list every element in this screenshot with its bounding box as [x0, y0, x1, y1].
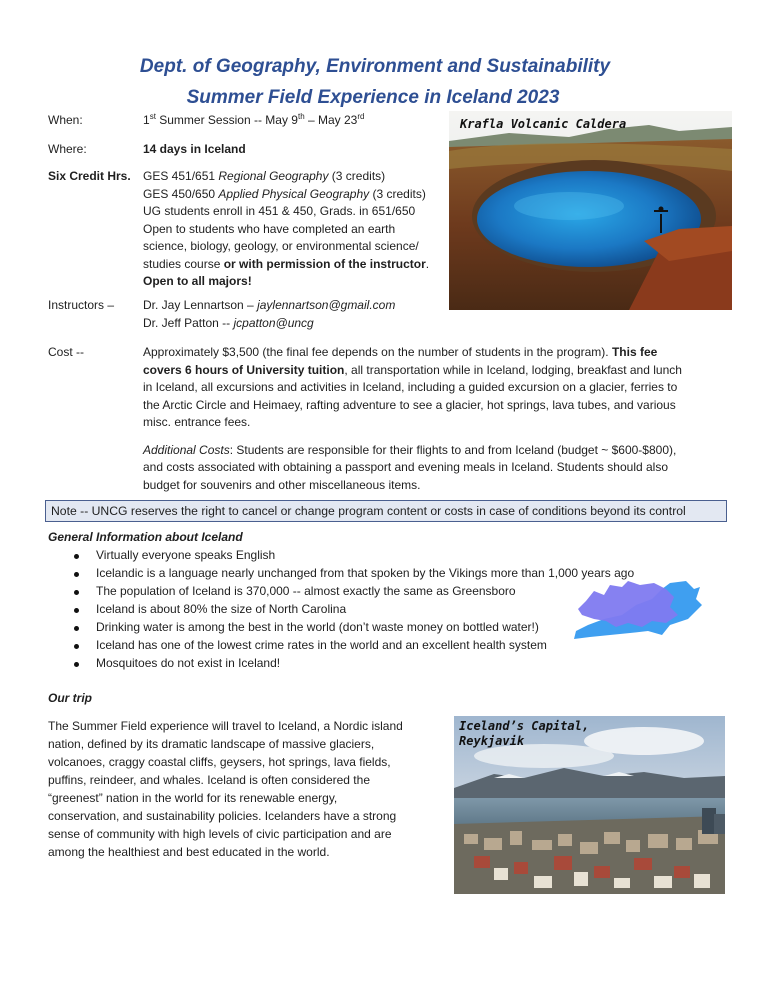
list-item: The population of Iceland is 370,000 -- almost exactly the same as Greensboro [72, 583, 712, 601]
trip-line: “greenest” nation in the world for its renewable energy, [48, 791, 338, 805]
cancellation-note: Note -- UNCG reserves the right to cancel or change program content or costs in case of conditions beyond its control [45, 500, 727, 522]
prereq-line-1: Open to students who have completed an earth [143, 221, 396, 236]
our-trip-heading: Our trip [48, 691, 92, 705]
when-value: 1st Summer Session -- May 9th – May 23rd [143, 112, 365, 127]
cost-line-2: covers 6 hours of University tuition, all transportation while in Iceland, lodging, breakfast and lunch [143, 362, 682, 377]
credits-details [143, 168, 443, 291]
trip-line: conservation, and sustainability policies. Icelanders have a strong [48, 809, 397, 823]
enroll-note: UG students enroll in 451 & 450, Grads. in 651/650 [143, 204, 416, 218]
cost-line-1: Approximately $3,500 (the final fee depends on the number of students in the program). This fee [143, 345, 658, 359]
list-item: Drinking water is among the best in the world (don’t waste money on bottled water!) [72, 619, 712, 637]
trip-line: among the healthiest and best educated in the world. [48, 845, 330, 859]
page-title-line-2: Summer Field Experience in Iceland 2023 [186, 87, 560, 108]
course-1: GES 451/651 Regional Geography (3 credits) [143, 169, 386, 183]
trip-description [48, 717, 443, 861]
cost-details [143, 344, 733, 494]
when-label: When: [48, 113, 83, 127]
cost-line-3: in Iceland, all excursions and activities in Iceland, including a guided excursion on a glacier, ferries to [143, 380, 678, 394]
reykjavik-caption: Iceland’s Capital, Reykjavik [459, 719, 590, 748]
cost-line-4: the Arctic Circle and Heimaey, rafting adventure to see a glacier, hot springs, lava tubes, and various [143, 397, 676, 412]
list-item: Virtually everyone speaks English [72, 547, 712, 565]
instructor-2: Dr. Jeff Patton -- jcpatton@uncg [143, 315, 314, 330]
additional-line-3: budget for souvenirs and other miscellaneous items. [143, 477, 421, 492]
krafla-caption: Krafla Volcanic Caldera [460, 117, 627, 131]
list-item: Icelandic is a language nearly unchanged from that spoken by the Vikings more than 1,000 years ago [72, 565, 712, 583]
instructors-label: Instructors – [48, 298, 115, 312]
open-to-all: Open to all majors! [143, 274, 252, 288]
cost-label: Cost -- [48, 345, 84, 359]
additional-line-1: Additional Costs: Students are responsible for their flights to and from Iceland (budget ~ $600-$800), [143, 442, 677, 457]
krafla-caldera-photo [449, 111, 732, 310]
list-item: Mosquitoes do not exist in Iceland! [72, 655, 712, 673]
where-value: 14 days in Iceland [143, 142, 246, 156]
where-label: Where: [48, 142, 87, 156]
course-2: GES 450/650 Applied Physical Geography (3 credits) [143, 186, 426, 201]
additional-costs [143, 442, 733, 495]
iceland-facts-list [72, 547, 712, 673]
trip-line: nation, defined by its dramatic landscape of massive glaciers, [48, 737, 375, 751]
trip-line: puffins, reindeer, and whales. Iceland is often considered the [48, 773, 370, 787]
cost-line-5: misc. entrance fees. [143, 415, 251, 429]
general-info-heading: General Information about Iceland [48, 530, 243, 544]
trip-line: volcanoes, craggy coastal cliffs, geysers, hot springs, lava fields, [48, 755, 391, 769]
page-title-line-1: Dept. of Geography, Environment and Sustainability [139, 56, 611, 77]
trip-line: The Summer Field experience will travel to Iceland, a Nordic island [48, 719, 403, 733]
credits-label: Six Credit Hrs. [48, 169, 131, 183]
additional-line-2: and costs associated with obtaining a passport and evening meals in Iceland. Students should also [143, 460, 668, 474]
trip-line: sense of community with high levels of civic participation and are [48, 827, 392, 841]
prereq-line-3: studies course or with permission of the instructor. [143, 256, 430, 271]
prereq-line-2: science, biology, geology, or environmental science/ [143, 239, 419, 253]
instructor-1: Dr. Jay Lennartson – jaylennartson@gmail.com [143, 298, 396, 312]
list-item: Iceland has one of the lowest crime rates in the world and an excellent health system [72, 637, 712, 655]
list-item: Iceland is about 80% the size of North Carolina [72, 601, 712, 619]
instructors-list [143, 297, 395, 332]
